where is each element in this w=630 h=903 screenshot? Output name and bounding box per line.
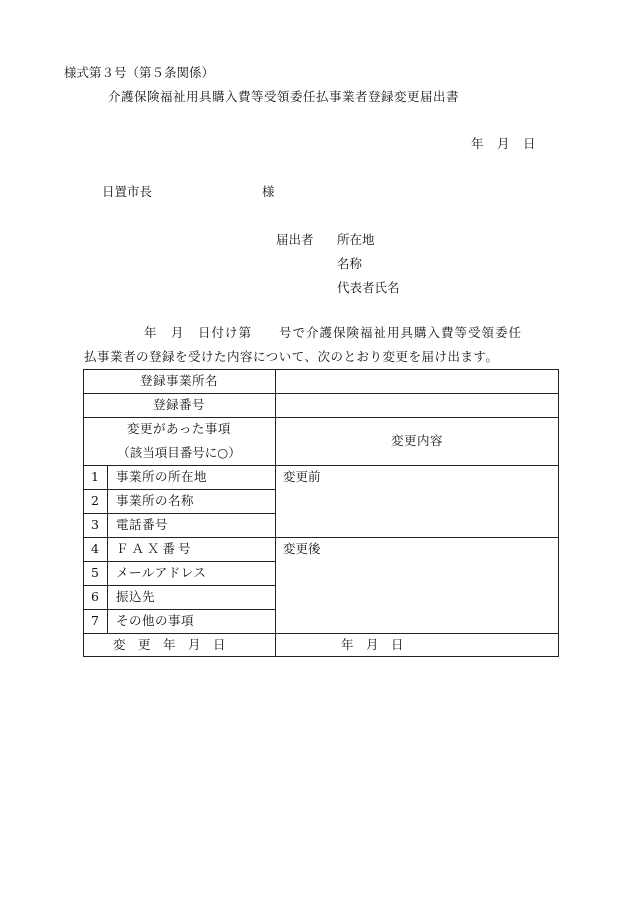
item-number[interactable]: 7 bbox=[91, 613, 99, 628]
addressee: 日置市長 bbox=[102, 184, 153, 199]
item-divider bbox=[83, 513, 276, 514]
row-divider bbox=[83, 633, 559, 634]
office-name-value[interactable] bbox=[276, 370, 558, 393]
form-number: 様式第３号（第５条関係） bbox=[64, 65, 215, 80]
notifier-name-label: 名称 bbox=[337, 256, 363, 271]
date-line: 年 月 日 bbox=[471, 136, 537, 151]
row-divider bbox=[83, 465, 559, 466]
row-divider bbox=[83, 417, 559, 418]
item-divider bbox=[83, 561, 276, 562]
item-number[interactable]: 6 bbox=[91, 589, 99, 604]
item-number[interactable]: 1 bbox=[91, 469, 99, 484]
after-change-label: 変更後 bbox=[283, 541, 321, 556]
before-change-label: 変更前 bbox=[283, 469, 321, 484]
notifier-representative-label: 代表者氏名 bbox=[337, 280, 400, 295]
body-text-line-1: 年 月 日付け第 号で介護保険福祉用具購入費等受領委任 bbox=[144, 325, 523, 340]
item-label: ＦＡＸ番号 bbox=[116, 541, 194, 556]
item-divider bbox=[83, 609, 276, 610]
change-date-value[interactable]: 年 月 日 bbox=[341, 637, 404, 652]
before-change-value[interactable] bbox=[276, 487, 558, 536]
item-number[interactable]: 3 bbox=[91, 517, 99, 532]
notifier-label: 届出者 bbox=[276, 232, 314, 247]
notifier-address-label: 所在地 bbox=[337, 232, 375, 247]
honorific: 様 bbox=[262, 184, 275, 199]
after-change-value[interactable] bbox=[276, 559, 558, 632]
changed-items-instruction: （該当項目番号に○） bbox=[117, 445, 241, 460]
item-number[interactable]: 4 bbox=[91, 541, 99, 556]
table-border-right bbox=[558, 369, 559, 657]
item-label: 事業所の名称 bbox=[116, 493, 195, 508]
table-border-bottom bbox=[83, 656, 559, 657]
changed-items-header: 変更があった事項 bbox=[127, 421, 231, 436]
item-label: 電話番号 bbox=[116, 517, 169, 532]
item-number[interactable]: 2 bbox=[91, 493, 99, 508]
item-label: メールアドレス bbox=[116, 565, 207, 580]
body-text-line-2: 払事業者の登録を受けた内容について、次のとおり変更を届け出ます。 bbox=[84, 349, 499, 364]
number-column-divider bbox=[107, 465, 108, 633]
document-title: 介護保険福祉用具購入費等受領委任払事業者登録変更届出書 bbox=[108, 89, 460, 104]
registration-number-value[interactable] bbox=[276, 394, 558, 417]
change-date-label: 変 更 年 月 日 bbox=[113, 637, 226, 652]
item-number[interactable]: 5 bbox=[91, 565, 99, 580]
item-label: 事業所の所在地 bbox=[116, 469, 208, 484]
row-divider bbox=[83, 537, 559, 538]
item-label: その他の事項 bbox=[116, 613, 195, 628]
registration-number-label: 登録番号 bbox=[152, 397, 205, 412]
item-label: 振込先 bbox=[116, 589, 156, 604]
item-divider bbox=[83, 489, 276, 490]
item-divider bbox=[83, 585, 276, 586]
office-name-label: 登録事業所名 bbox=[139, 373, 218, 388]
change-content-header: 変更内容 bbox=[390, 433, 443, 448]
change-form-table bbox=[83, 369, 559, 657]
